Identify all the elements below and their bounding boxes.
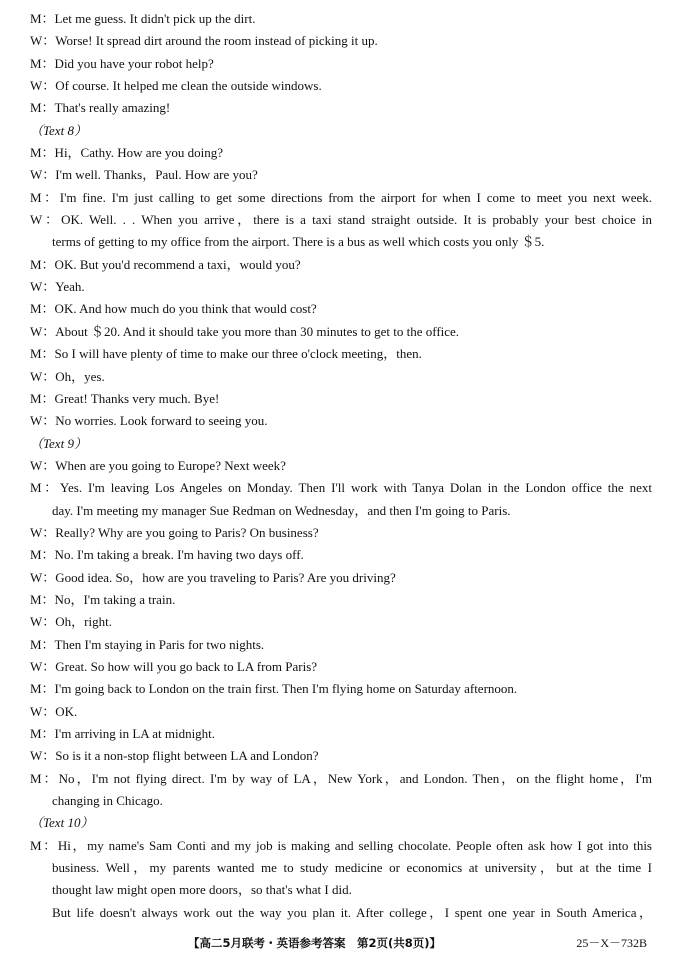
dialogue-line: W：No worries. Look forward to seeing you. [30,413,268,429]
dialogue-line: W：OK. [30,703,78,719]
footer-exam-title: 【高二5月联考・英语参考答案 第2页(共8页)】 [188,936,442,950]
dialogue-line: M：That's really amazing! [30,100,171,116]
dialogue-continuation: business. Well，my parents wanted me to study medicine or economics at university，but at the time I [52,860,652,876]
footer-doc-code: 25－X－732B [576,936,647,950]
dialogue-line: M：Hi，Cathy. How are you doing? [30,145,224,161]
dialogue-line: M：Did you have your robot help? [30,55,214,71]
dialogue-line: M：I'm fine. I'm just calling to get some directions from the airport for when I come to meet you next week. [30,189,652,205]
dialogue-line: M：I'm going back to London on the train first. Then I'm flying home on Saturday afternoon. [30,681,518,697]
dialogue-line: W：I'm well. Thanks，Paul. How are you? [30,167,258,183]
dialogue-line: M：OK. But you'd recommend a taxi，would you? [30,256,301,272]
dialogue-line: M：No，I'm taking a train. [30,591,176,607]
dialogue-line: M：Yes. I'm leaving Los Angeles on Monday. Then I'll work with Tanya Dolan in the London office the next [30,480,652,496]
section-label: （Text 9） [30,435,87,451]
dialogue-line: W：OK. Well. . . When you arrive，there is a taxi stand straight outside. It is probably your best choice in [30,212,652,228]
dialogue-continuation: terms of getting to my office from the airport. There is a bus as well which costs you only ＄5. [52,234,545,250]
dialogue-line: W：About ＄20. And it should take you more than 30 minutes to get to the office. [30,323,460,339]
dialogue-line: W：So is it a non-stop flight between LA and London? [30,748,319,764]
dialogue-continuation: But life doesn't always work out the way you plan it. After college，I spent one year in South America， [52,904,652,920]
dialogue-line: W：Of course. It helped me clean the outside windows. [30,78,322,94]
dialogue-line: W：When are you going to Europe? Next week? [30,457,286,473]
dialogue-line: W：Worse! It spread dirt around the room instead of picking it up. [30,33,378,49]
dialogue-continuation: thought law might open more doors，so that's what I did. [52,882,352,898]
dialogue-line: M：No，I'm not flying direct. I'm by way of LA，New York，and London. Then，on the flight home，I'm [30,770,652,786]
dialogue-line: W：Good idea. So，how are you traveling to Paris? Are you driving? [30,569,396,585]
section-label: （Text 10） [30,815,94,831]
dialogue-continuation: changing in Chicago. [52,793,163,809]
dialogue-line: M：OK. And how much do you think that would cost? [30,301,317,317]
dialogue-line: M：No. I'm taking a break. I'm having two days off. [30,547,304,563]
dialogue-line: M：Great! Thanks very much. Bye! [30,390,220,406]
dialogue-line: M：Hi，my name's Sam Conti and my job is making and selling chocolate. People often ask how I got into this [30,837,652,853]
dialogue-line: W：Yeah. [30,279,85,295]
dialogue-line: W：Oh，right. [30,614,112,630]
section-label: （Text 8） [30,122,87,138]
dialogue-line: W：Really? Why are you going to Paris? On business? [30,524,319,540]
page-footer [0,934,677,952]
dialogue-line: W：Oh，yes. [30,368,105,384]
dialogue-continuation: day. I'm meeting my manager Sue Redman on Wednesday，and then I'm going to Paris. [52,502,511,518]
dialogue-line: M：Let me guess. It didn't pick up the dirt. [30,11,256,26]
dialogue-line: W：Great. So how will you go back to LA from Paris? [30,658,318,674]
dialogue-line: M：I'm arriving in LA at midnight. [30,726,216,741]
dialogue-line: M：So I will have plenty of time to make our three o'clock meeting，then. [30,346,422,362]
transcript-lines [30,8,652,924]
dialogue-line: M：Then I'm staying in Paris for two nights. [30,636,265,652]
